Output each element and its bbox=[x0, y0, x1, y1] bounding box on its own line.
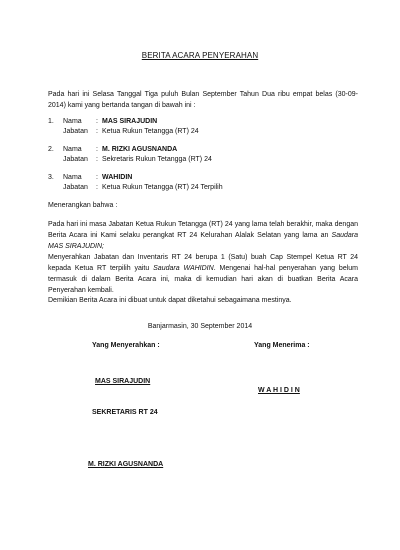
person-1-title-colon: : bbox=[96, 128, 98, 135]
person-1-title-label: Jabatan bbox=[63, 128, 88, 135]
receiver-signature: W A H I D I N bbox=[258, 387, 300, 394]
paragraph-1-text: Pada hari ini masa Jabatan Ketua Rukun Tetangga (RT) 24 yang lama telah berakhir, maka dengan Berita Acara ini Kami selaku perangkat RT 24 Kelurahan Alalak Selatan yang lama an bbox=[48, 221, 358, 239]
receiver-label: Yang Menerima : bbox=[254, 342, 310, 349]
person-2-name-label: Nama bbox=[63, 146, 82, 153]
person-1-number: 1. bbox=[48, 118, 54, 125]
paragraph-2-italic: Saudara WAHIDIN bbox=[153, 265, 214, 272]
paragraph-2 bbox=[48, 252, 358, 296]
person-2-title-colon: : bbox=[96, 156, 98, 163]
paragraph-1-italic: Saudara MAS SIRAJUDIN; bbox=[48, 232, 358, 250]
paragraph-1 bbox=[48, 219, 358, 252]
person-1-name-label: Nama bbox=[63, 118, 82, 125]
person-2-name: M. RIZKI AGUSNANDA bbox=[102, 146, 178, 153]
giver-signature-2: M. RIZKI AGUSNANDA bbox=[88, 461, 164, 468]
paragraph-2-text-end: . Mengenai hal-hal penyerahan yang belum termasuk di dalam Berita Acara ini, maka di kemudian hari akan di buatkan Berita Acara Penyerahan kembali. bbox=[48, 265, 358, 294]
person-2-title: Sekretaris Rukun Tetangga (RT) 24 bbox=[102, 156, 212, 163]
person-3-name: WAHIDIN bbox=[102, 174, 133, 181]
person-3-title-colon: : bbox=[96, 184, 98, 191]
intro-paragraph: Pada hari ini Selasa Tanggal Tiga puluh Bulan September Tahun Dua ribu empat belas (30-09-2014) kami yang bertanda tangan di bawah ini : bbox=[48, 91, 358, 109]
menerangkan-label: Menerangkan bahwa : bbox=[48, 202, 118, 209]
person-3-number: 3. bbox=[48, 174, 54, 181]
person-2-name-colon: : bbox=[96, 146, 98, 153]
person-1-name-colon: : bbox=[96, 118, 98, 125]
place-date: Banjarmasin, 30 September 2014 bbox=[147, 323, 253, 330]
person-3-title: Ketua Rukun Tetangga (RT) 24 Terpilih bbox=[102, 184, 223, 191]
person-3-name-label: Nama bbox=[63, 174, 82, 181]
closing-paragraph: Demikian Berita Acara ini dibuat untuk dapat diketahui sebagaimana mestinya. bbox=[48, 297, 292, 304]
giver-signature-1: MAS SIRAJUDIN bbox=[95, 378, 151, 385]
person-1-name: MAS SIRAJUDIN bbox=[102, 118, 158, 125]
person-1-title: Ketua Rukun Tetangga (RT) 24 bbox=[102, 128, 199, 135]
giver-role: SEKRETARIS RT 24 bbox=[92, 409, 158, 416]
giver-label: Yang Menyerahkan : bbox=[92, 342, 160, 349]
person-2-number: 2. bbox=[48, 146, 54, 153]
person-3-title-label: Jabatan bbox=[63, 184, 88, 191]
paragraph-2-text: Menyerahkan Jabatan dan Inventaris RT 24 berupa 1 (Satu) buah Cap Stempel Ketua RT 24 kepada Ketua RT terpilih yaitu bbox=[48, 254, 358, 272]
document-title: BERITA ACARA PENYERAHAN bbox=[141, 51, 259, 60]
person-3-name-colon: : bbox=[96, 174, 98, 181]
person-2-title-label: Jabatan bbox=[63, 156, 88, 163]
